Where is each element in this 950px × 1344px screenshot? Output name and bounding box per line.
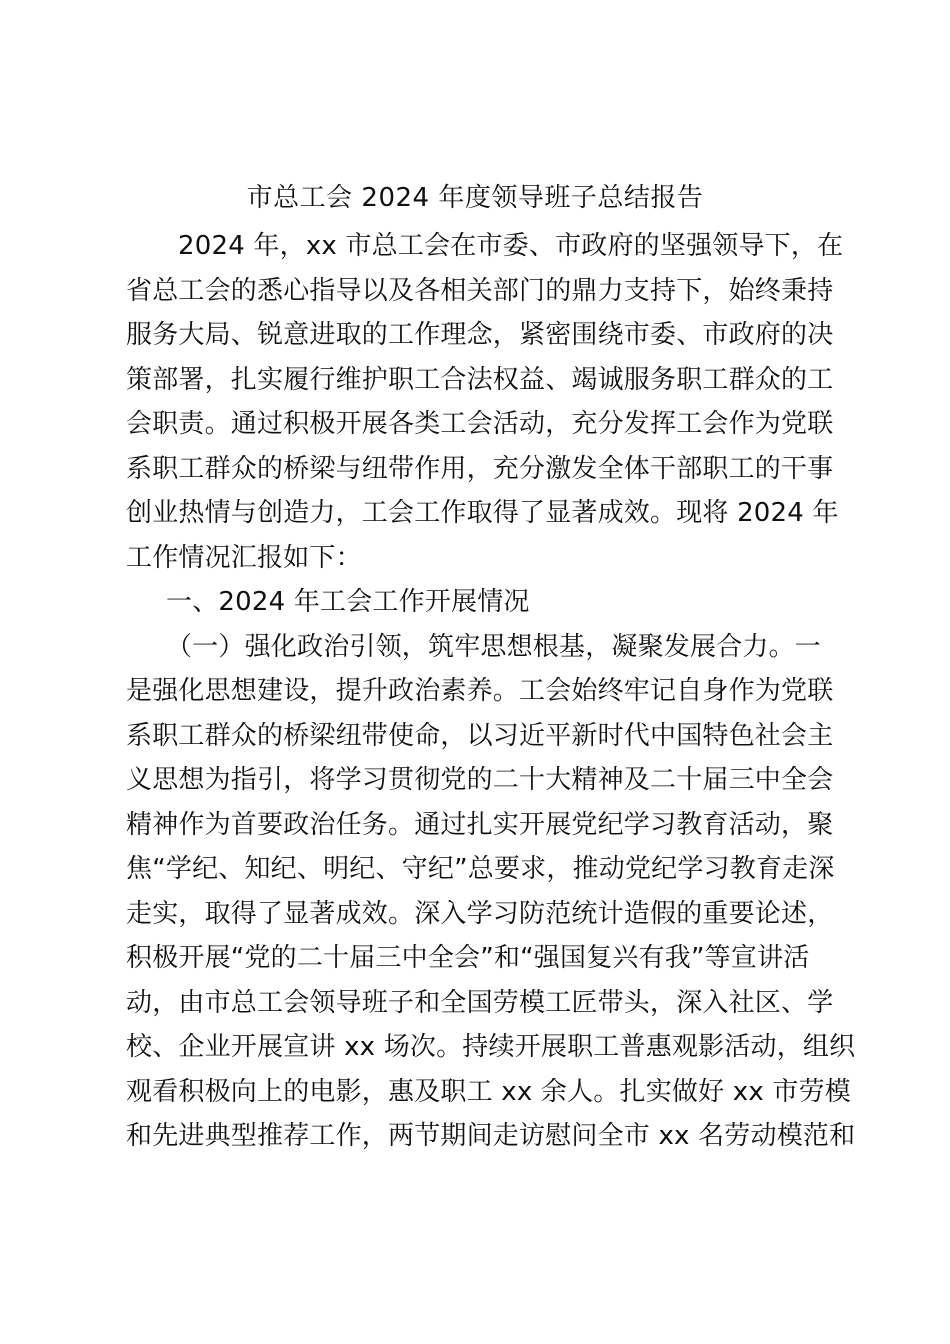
paragraph-line: 是强化思想建设，提升政治素养。工会始终牢记自身作为党联 [126,676,834,706]
paragraph-line: 工作情况汇报如下： [126,542,362,573]
paragraph-line: 创业热情与创造力，工会工作取得了显著成效。现将 2024 年 [126,498,839,528]
paragraph-line: 系职工群众的桥梁纽带使命，以习近平新时代中国特色社会主 [126,720,834,751]
paragraph-line: 服务大局、锐意进取的工作理念，紧密围绕市委、市政府的决 [126,320,834,350]
paragraph-line: 校、企业开展宣讲 xx 场次。持续开展职工普惠观影活动，组织 [126,1032,856,1062]
paragraph-line: 和先进典型推荐工作，两节期间走访慰问全市 xx 名劳动模范和 [126,1121,856,1151]
paragraph-line: 精神作为首要政治任务。通过扎实开展党纪学习教育活动，聚 [126,809,834,840]
paragraph-line: （一）强化政治引领，筑牢思想根基，凝聚发展合力。一 [166,631,822,662]
paragraph-line: 系职工群众的桥梁与纽带作用，充分激发全体干部职工的干事 [126,453,834,484]
paragraph-line: 省总工会的悉心指导以及各相关部门的鼎力支持下，始终秉持 [126,275,834,306]
paragraph-line: 义思想为指引，将学习贯彻党的二十大精神及二十届三中全会 [126,765,834,795]
paragraph-line: 2024 年，xx 市总工会在市委、市政府的坚强领导下，在 [178,231,844,261]
paragraph-line: 会职责。通过积极开展各类工会活动，充分发挥工会作为党联 [126,409,834,439]
document-title: 市总工会 2024 年度领导班子总结报告 [246,183,704,213]
paragraph-line: 观看积极向上的电影，惠及职工 xx 余人。扎实做好 xx 市劳模 [126,1076,852,1107]
document-body [126,224,856,1159]
section-heading: 一、2024 年工会工作开展情况 [166,587,530,617]
paragraph-line: 走实，取得了显著成效。深入学习防范统计造假的重要论述， [126,898,834,929]
paragraph-line: 积极开展“党的二十届三中全会”和“强国复兴有我”等宣讲活 [126,943,810,973]
paragraph-line: 策部署，扎实履行维护职工合法权益、竭诚服务职工群众的工 [126,364,834,395]
paragraph-line: 焦“学纪、知纪、明纪、守纪”总要求，推动党纪学习教育走深 [126,854,835,884]
paragraph-line: 动，由市总工会领导班子和全国劳模工匠带头，深入社区、学 [126,987,834,1018]
